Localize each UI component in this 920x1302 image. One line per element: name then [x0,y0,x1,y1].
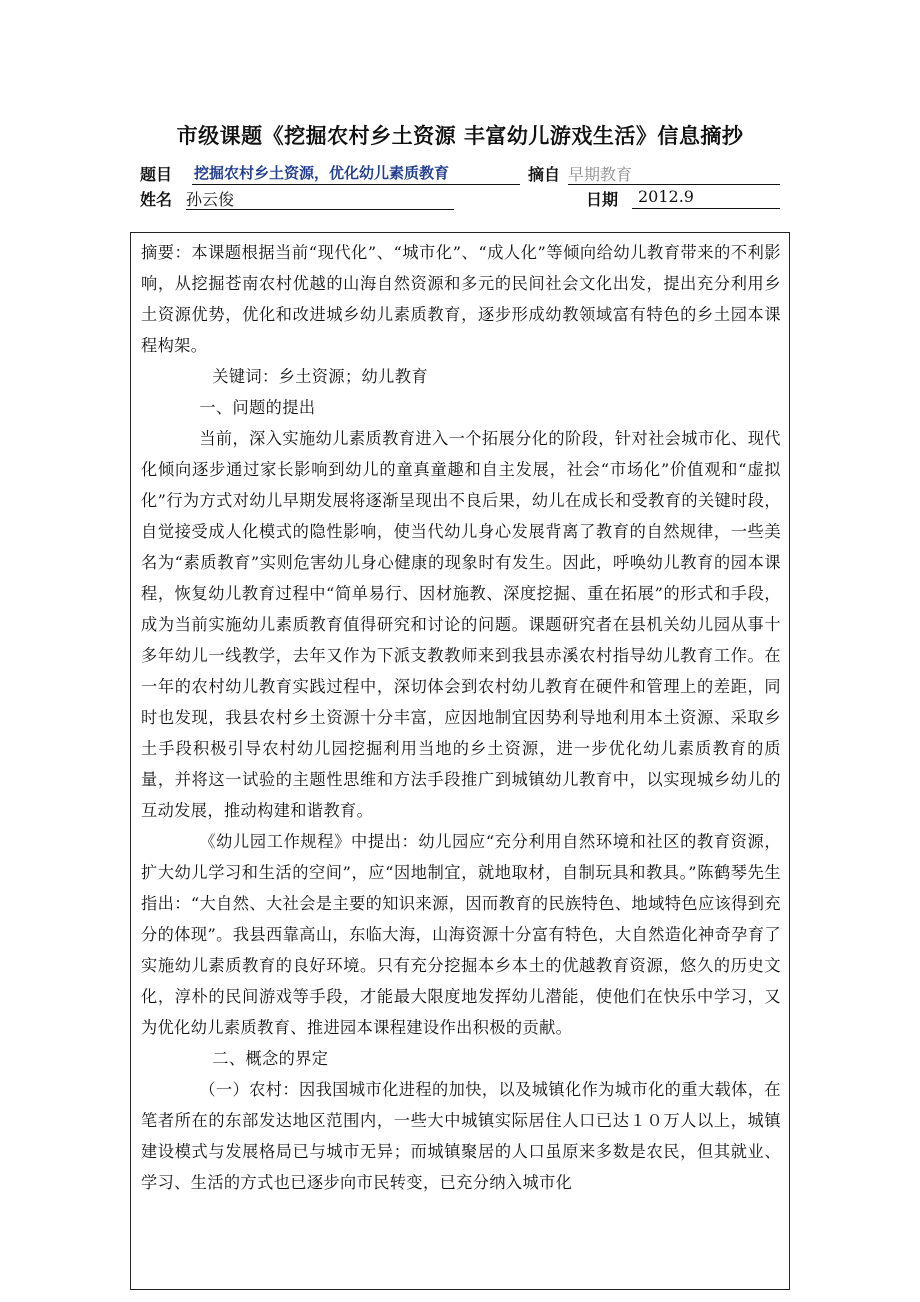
section2-heading: 二、概念的界定 [212,1049,329,1068]
topic-label: 题目 [140,165,173,184]
date-value: 2012.9 [632,187,780,209]
section2-paragraph-1: （一）农村：因我国城市化进程的加快，以及城镇化作为城市化的重大载体，在笔者所在的东部发达地区范围内，一些大中城镇实际居住人口已达１０万人以上，城镇建设模式与发展格局已与城市无异；而城镇聚居的人口虽原来多数是农民，但其就业、学习、生活的方式也已逐步向市民转变，已充分纳入城市化 [141,1080,781,1192]
name-label: 姓名 [140,190,173,209]
source-label: 摘自 [528,165,561,184]
name-value: 孙云俊 [186,187,454,210]
date-label: 日期 [586,190,619,209]
section1-heading: 一、问题的提出 [199,398,316,417]
topic-value: 挖掘农村乡土资源，优化幼儿素质教育 [192,162,520,185]
section1-paragraph-1: 当前，深入实施幼儿素质教育进入一个拓展分化的阶段，针对社会城市化、现代化倾向逐步通过家长影响到幼儿的童真童趣和自主发展，社会“市场化”价值观和“虚拟化”行为方式对幼儿早期发展将逐渐呈现出不良后果，幼儿在成长和受教育的关键时段，自觉接受成人化模式的隐性影响，使当代幼儿身心发展背离了教育的自然规律，一些美名为“素质教育”实则危害幼儿身心健康的现象时有发生。因此，呼唤幼儿教育的园本课程，恢复幼儿教育过程中“简单易行、因材施教、深度挖掘、重在拓展”的形式和手段，成为当前实施幼儿素质教育值得研究和讨论的问题。课题研究者在县机关幼儿园从事十多年幼儿一线教学，去年又作为下派支教教师来到我县赤溪农村指导幼儿教育工作。在一年的农村幼儿教育实践过程中，深切体会到农村幼儿教育在硬件和管理上的差距，同时也发现，我县农村乡土资源十分丰富，应因地制宜因势利导地利用本土资源、采取乡土手段积极引导农村幼儿园挖掘利用当地的乡土资源，进一步优化幼儿素质教育的质量，并将这一试验的主题性思维和方法手段推广到城镇幼儿教育中，以实现城乡幼儿的互动发展，推动构建和谐教育。 [141,429,781,820]
meta-row-name [140,187,780,211]
source-value: 早期教育 [568,162,780,185]
keywords-line: 关键词：乡土资源；幼儿教育 [212,367,428,386]
section1-paragraph-2: 《幼儿园工作规程》中提出：幼儿园应“充分利用自然环境和社区的教育资源，扩大幼儿学习和生活的空间”，应“因地制宜，就地取材，自制玩具和教具。”陈鹤琴先生指出：“大自然、大社会是主要的知识来源，因而教育的民族特色、地域特色应该得到充分的体现”。我县西靠高山，东临大海，山海资源十分富有特色，大自然造化神奇孕育了实施幼儿素质教育的良好环境。只有充分挖掘本乡本土的优越教育资源，悠久的历史文化，淳朴的民间游戏等手段，才能最大限度地发挥幼儿潜能，使他们在快乐中学习，又为优化幼儿素质教育、推进园本课程建设作出积极的贡献。 [141,832,781,1037]
page-title: 市级课题《挖掘农村乡土资源 丰富幼儿游戏生活》信息摘抄 [176,124,744,148]
abstract-paragraph: 摘要：本课题根据当前“现代化”、“城市化”、“成人化”等倾向给幼儿教育带来的不利影响，从挖掘苍南农村优越的山海自然资源和多元的民间社会文化出发，提出充分利用乡土资源优势，优化和改进城乡幼儿素质教育，逐步形成幼教领域富有特色的乡土园本课程构架。 [141,243,781,355]
content-box [130,232,790,1290]
meta-row-topic [140,162,780,186]
